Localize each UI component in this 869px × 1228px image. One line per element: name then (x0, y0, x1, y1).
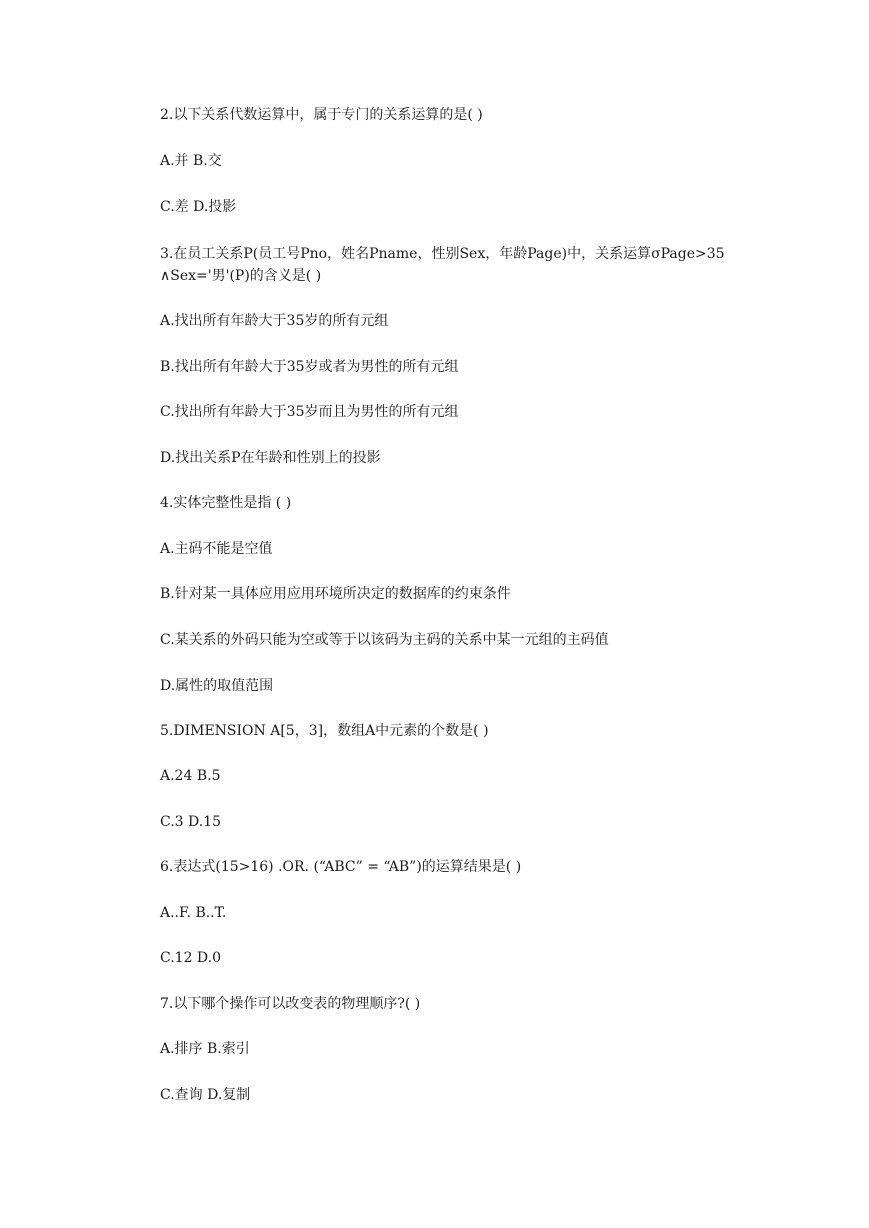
question-3-option-c: C.找出所有年龄大于35岁而且为男性的所有元组 (160, 404, 459, 420)
question-3-stem-line-2: ∧Sex='男'(P)的含义是( ) (160, 268, 322, 284)
question-7-stem: 7.以下哪个操作可以改变表的物理顺序?( ) (160, 996, 421, 1012)
question-3-option-a: A.找出所有年龄大于35岁的所有元组 (160, 313, 389, 329)
question-7-option-ab: A.排序 B.索引 (160, 1041, 250, 1057)
question-3-stem-line-1: 3.在员工关系P(员工号Pno，姓名Pname，性别Sex，年龄Page)中，关系运算σPage>35 (160, 246, 725, 262)
question-2-option-ab: A.并 B.交 (160, 153, 222, 169)
question-4-option-c: C.某关系的外码只能为空或等于以该码为主码的关系中某一元组的主码值 (160, 632, 609, 648)
question-5-option-cd: C.3 D.15 (160, 814, 222, 830)
question-5-stem: 5.DIMENSION A[5，3]，数组A中元素的个数是( ) (160, 723, 489, 739)
question-2-option-cd: C.差 D.投影 (160, 199, 237, 215)
question-3-option-b: B.找出所有年龄大于35岁或者为男性的所有元组 (160, 359, 459, 375)
question-4-stem: 4.实体完整性是指 ( ) (160, 495, 292, 511)
question-4-option-a: A.主码不能是空值 (160, 541, 273, 557)
question-2-stem: 2.以下关系代数运算中，属于专门的关系运算的是( ) (160, 107, 483, 123)
question-6-option-cd: C.12 D.0 (160, 950, 222, 966)
question-6-stem: 6.表达式(15>16) .OR. (“ABC” = “AB”)的运算结果是( ) (160, 859, 522, 875)
question-4-option-d: D.属性的取值范围 (160, 678, 274, 694)
question-3-option-d: D.找出关系P在年龄和性别上的投影 (160, 450, 381, 466)
question-7-option-cd: C.查询 D.复制 (160, 1087, 251, 1103)
question-5-option-ab: A.24 B.5 (160, 768, 221, 784)
question-6-option-ab: A..F. B..T. (160, 905, 227, 921)
question-4-option-b: B.针对某一具体应用应用环境所决定的数据库的约束条件 (160, 586, 511, 602)
